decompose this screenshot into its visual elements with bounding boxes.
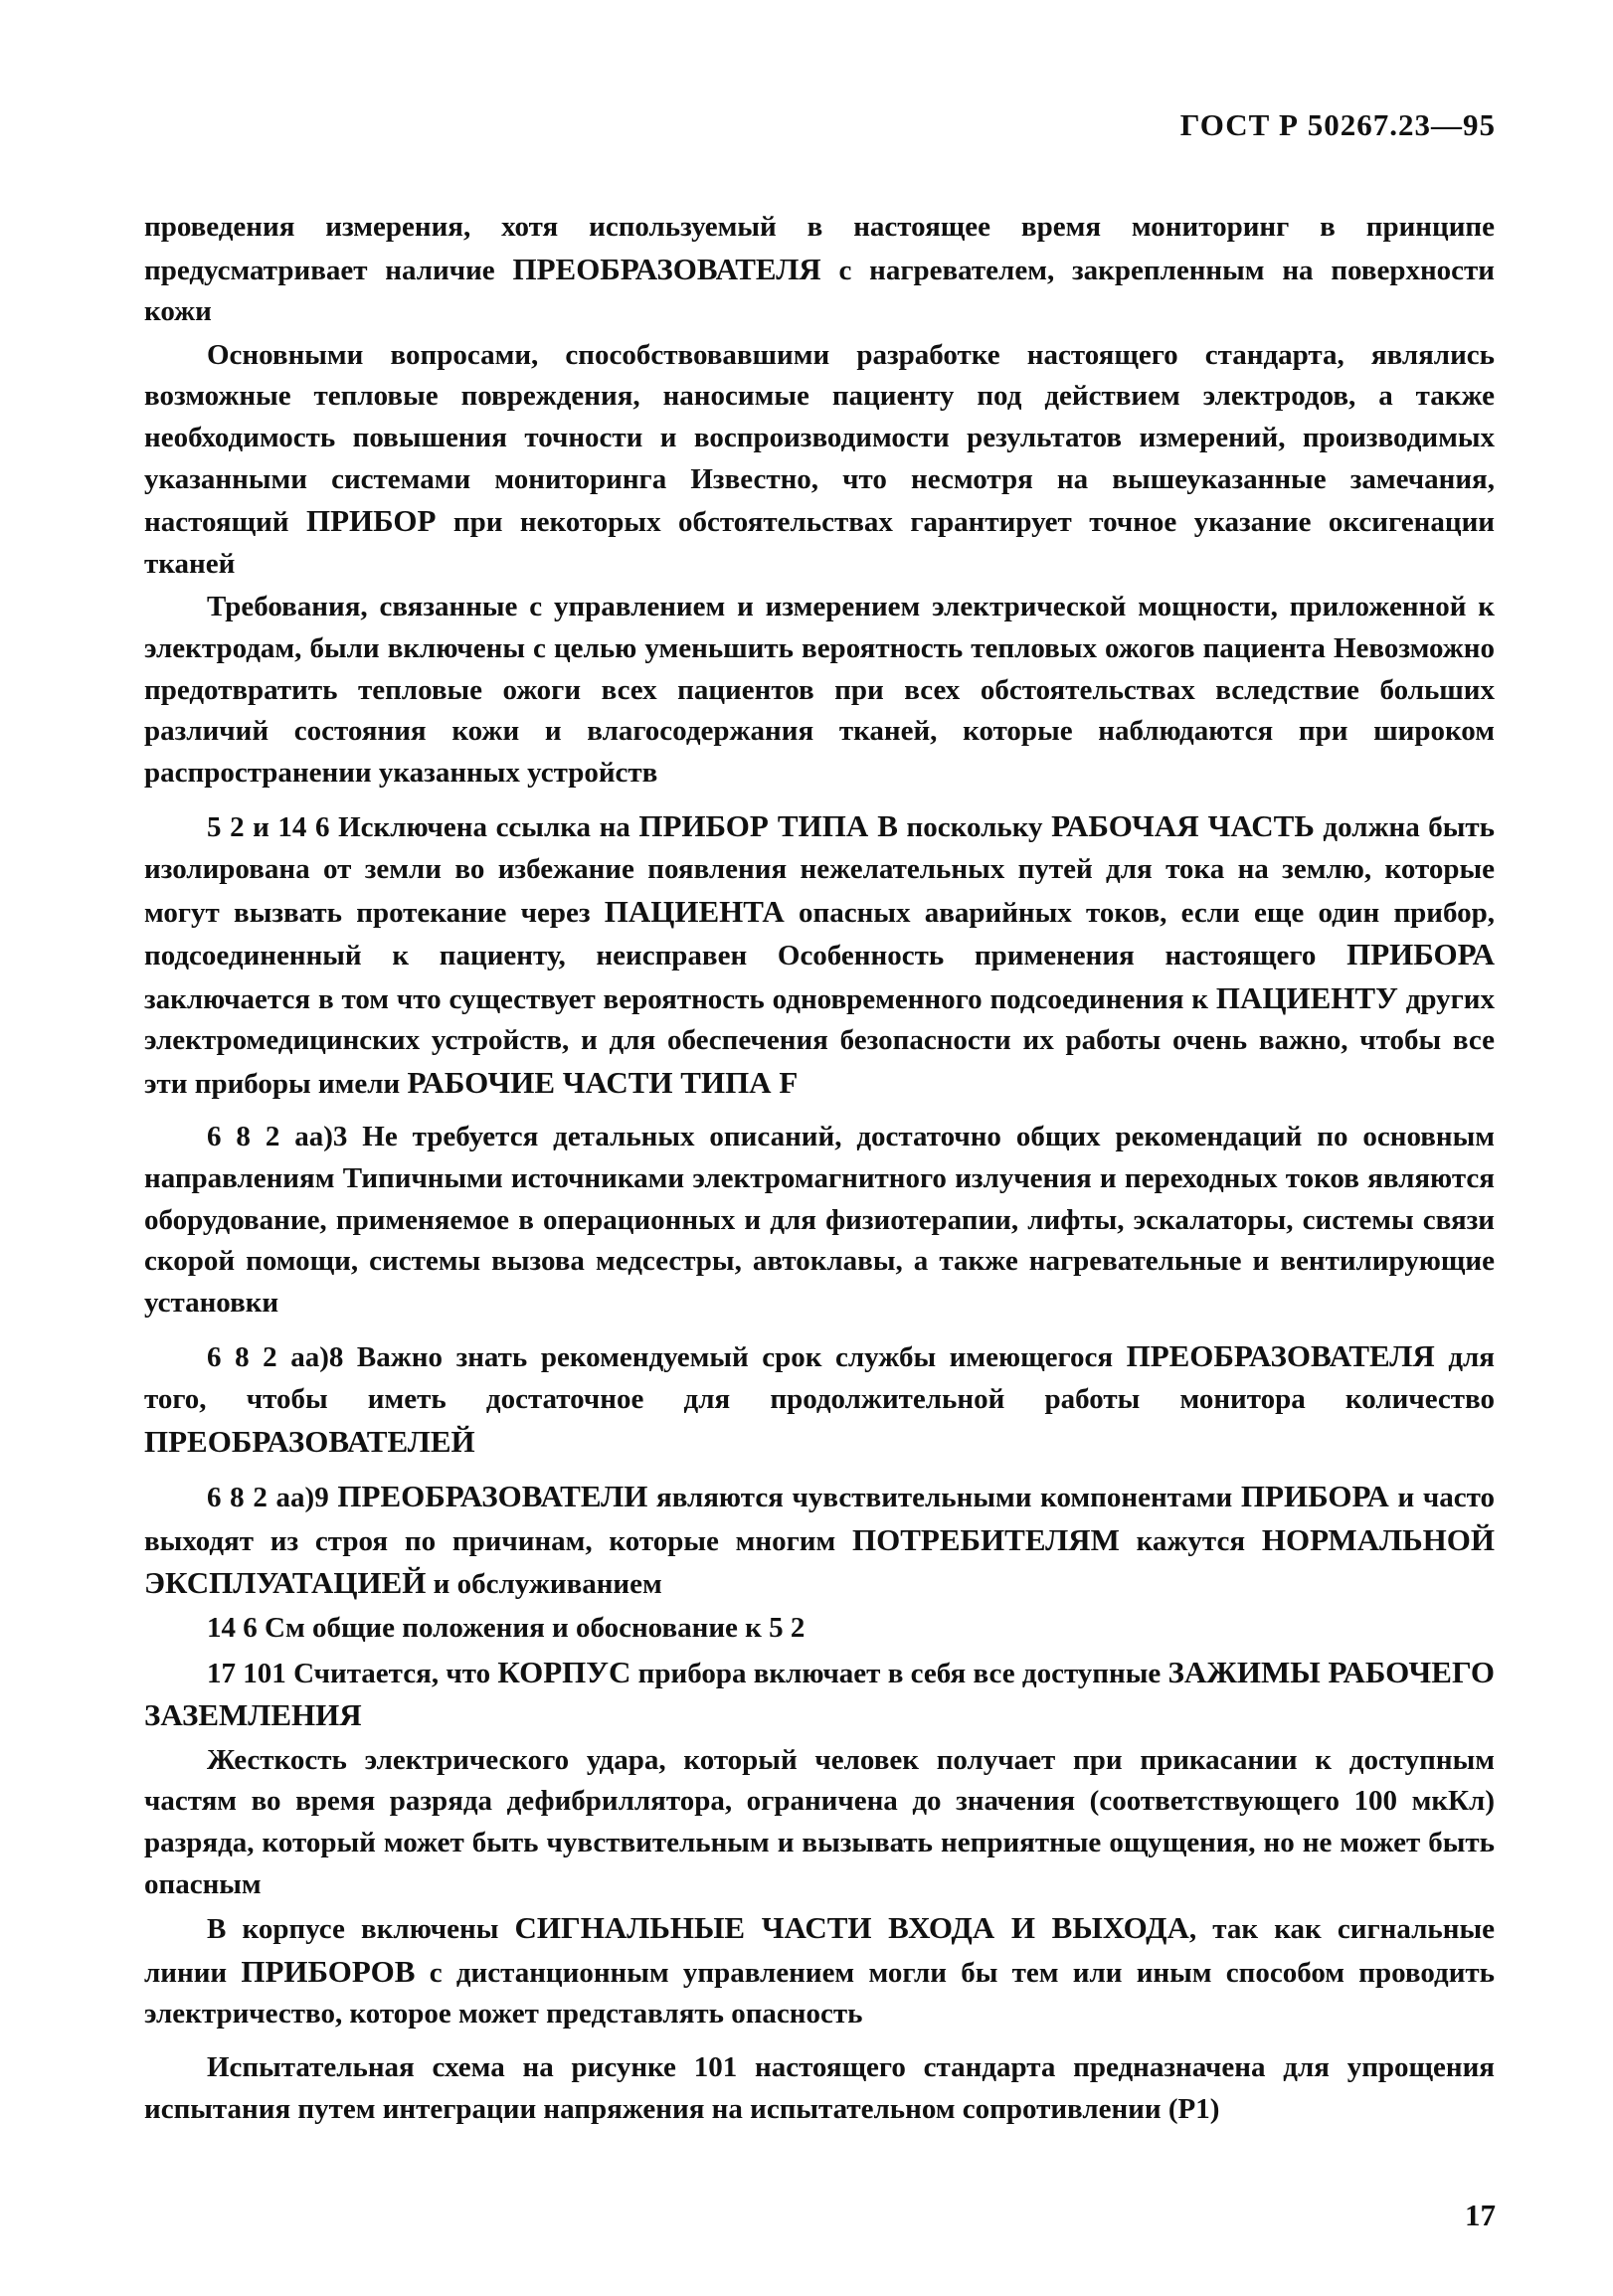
page-number: 17 [1465,2198,1496,2232]
text-segment: Основными вопросами, способствовавшими разработке настоящего стандарта, являлись возможные тепловые повреждения, наносимые пациенту под действием электродов, а также необходимость повышения точности и воспроизводимости результатов измерений, производимых указанными системами мониторинга Известно, что несмотря на вышеуказанные замечания, настоящий [144,338,1495,539]
text-segment: проведения измерения, хотя используемый в настоящее время мониторинг в принципе предусматривает наличие [144,211,1495,286]
paragraph [144,587,1495,794]
text-segment: заключается в том что существует вероятность одновременного подсоединения к [144,982,1216,1015]
text-segment: при некоторых обстоятельствах гарантирует точное указание оксигенации тканей [144,506,1495,580]
text-segment: 5 2 и 14 6 Исключена ссылка на [207,811,639,844]
paragraph [144,1117,1495,1324]
defined-term: ПРИБОР ТИПА В [638,808,898,844]
text-segment: Испытательная схема на рисунке 101 настоящего стандарта предназначена для упрощения испытания путем интеграции напряжения на испытательном сопротивлении (Р1) [144,2050,1495,2125]
defined-term: ЗАЖИМЫ РАБОЧЕГО ЗАЗЕМЛЕНИЯ [144,1654,1496,1733]
text-segment: для того, чтобы иметь достаточное для продолжительной работы монитора количество [144,1341,1495,1416]
text-segment: являются чувствительными компонентами [647,1482,1241,1514]
defined-term: НОРМАЛЬНОЙ ЭКСПЛУАТАЦИЕЙ [144,1521,1495,1601]
defined-term: ПРИБОРОВ [241,1953,416,1989]
text-segment: 17 101 Считается, что [207,1657,498,1689]
defined-term: РАБОЧАЯ ЧАСТЬ [1051,808,1315,844]
paragraph [144,1740,1495,1905]
defined-term: ПАЦИЕНТУ [1215,979,1398,1015]
document-header: ГОСТ Р 50267.23—95 [1179,107,1496,142]
defined-term: ПРЕОБРАЗОВАТЕЛЕЙ [144,1423,475,1459]
text-segment: кажутся [1119,1524,1262,1557]
text-segment: поскольку [897,811,1052,844]
text-segment: В корпусе включены [207,1913,515,1946]
paragraph [144,1907,1495,2035]
text-segment: других электромедицинских устройств, и для обеспечения безопасности их работы очень важно, чтобы все эти приборы имели [144,982,1495,1100]
defined-term: СИГНАЛЬНЫЕ ЧАСТИ ВХОДА И ВЫХОДА [514,1910,1189,1946]
defined-term: ПРЕОБРАЗОВАТЕЛЯ [1126,1338,1435,1374]
text-segment: опасных аварийных токов, если еще один прибор, подсоединенный к пациенту, неисправен Особенность применения настоящего [144,896,1496,972]
paragraph [144,335,1495,586]
text-segment: должна быть изолирована от земли во избежание появления нежелательных путей для тока на землю, которые могут вызвать протекание через [144,811,1495,929]
paragraph [144,1608,1495,1650]
defined-term: ПРИБОРА [1240,1479,1389,1514]
paragraph [144,207,1495,333]
text-segment: 14 6 См общие положения и обоснование к 5 2 [207,1612,806,1644]
defined-term: РАБОЧИЕ ЧАСТИ ТИПА F [407,1064,799,1100]
text-segment: 6 8 2 аа)8 Важно знать рекомендуемый срок службы имеющегося [207,1341,1127,1374]
paragraph [144,1476,1495,1606]
text-segment: Требования, связанные с управлением и измерением электрической мощности, приложенной к электродам, были включены с целью уменьшить вероятность тепловых ожогов пациента Невозможно предотвратить тепловые ожоги всех пациентов при всех обстоятельствах вследствие больших различий состояния кожи и влагосодержания тканей, которые наблюдаются при широком распространении указанных устройств [144,591,1495,789]
text-segment: и часто выходят из строя по причинам, которые многим [144,1482,1495,1557]
defined-term: ПРЕОБРАЗОВАТЕЛИ [337,1479,648,1514]
paragraph [144,1335,1495,1464]
defined-term: КОРПУС [497,1654,631,1689]
text-segment: 6 8 2 аа)3 Не требуется детальных описаний, достаточно общих рекомендаций по основным направлениям Типичными источниками электромагнитного излучения и переходных токов являются оборудование, применяемое в операционных и для физиотерапии, лифты, эскалаторы, системы связи скорой помощи, системы вызова медсестры, автоклавы, а также нагревательные и вентилирующие установки [144,1121,1495,1319]
text-segment: 6 8 2 аа)9 [207,1482,338,1514]
paragraph [144,2047,1495,2130]
defined-term: ПОТРЕБИТЕЛЯМ [852,1521,1120,1557]
text-segment: прибора включает в себя все доступные [630,1657,1168,1689]
text-segment: с дистанционным управлением могли бы тем или иным способом проводить электричество, которое может представлять опасность [144,1956,1495,2031]
defined-term: ПАЦИЕНТА [604,893,785,929]
paragraph [144,1652,1495,1738]
paragraph [144,805,1495,1105]
text-segment: с нагревателем, закрепленным на поверхности кожи [144,254,1496,328]
text-segment: Жесткость электрического удара, который человек получает при прикасании к доступным частям во время разряда дефибриллятора, ограничена до значения (соответствующего 100 мкКл) разряда, который может быть чувствительным и вызывать неприятные ощущения, но не может быть опасным [144,1743,1495,1900]
document-body [144,207,1495,2130]
defined-term: ПРЕОБРАЗОВАТЕЛЯ [512,251,821,286]
defined-term: ПРИБОР [305,503,437,539]
text-segment: , так как сигнальные линии [144,1913,1495,1989]
text-segment: и обслуживанием [426,1568,662,1601]
defined-term: ПРИБОРА [1346,937,1495,972]
